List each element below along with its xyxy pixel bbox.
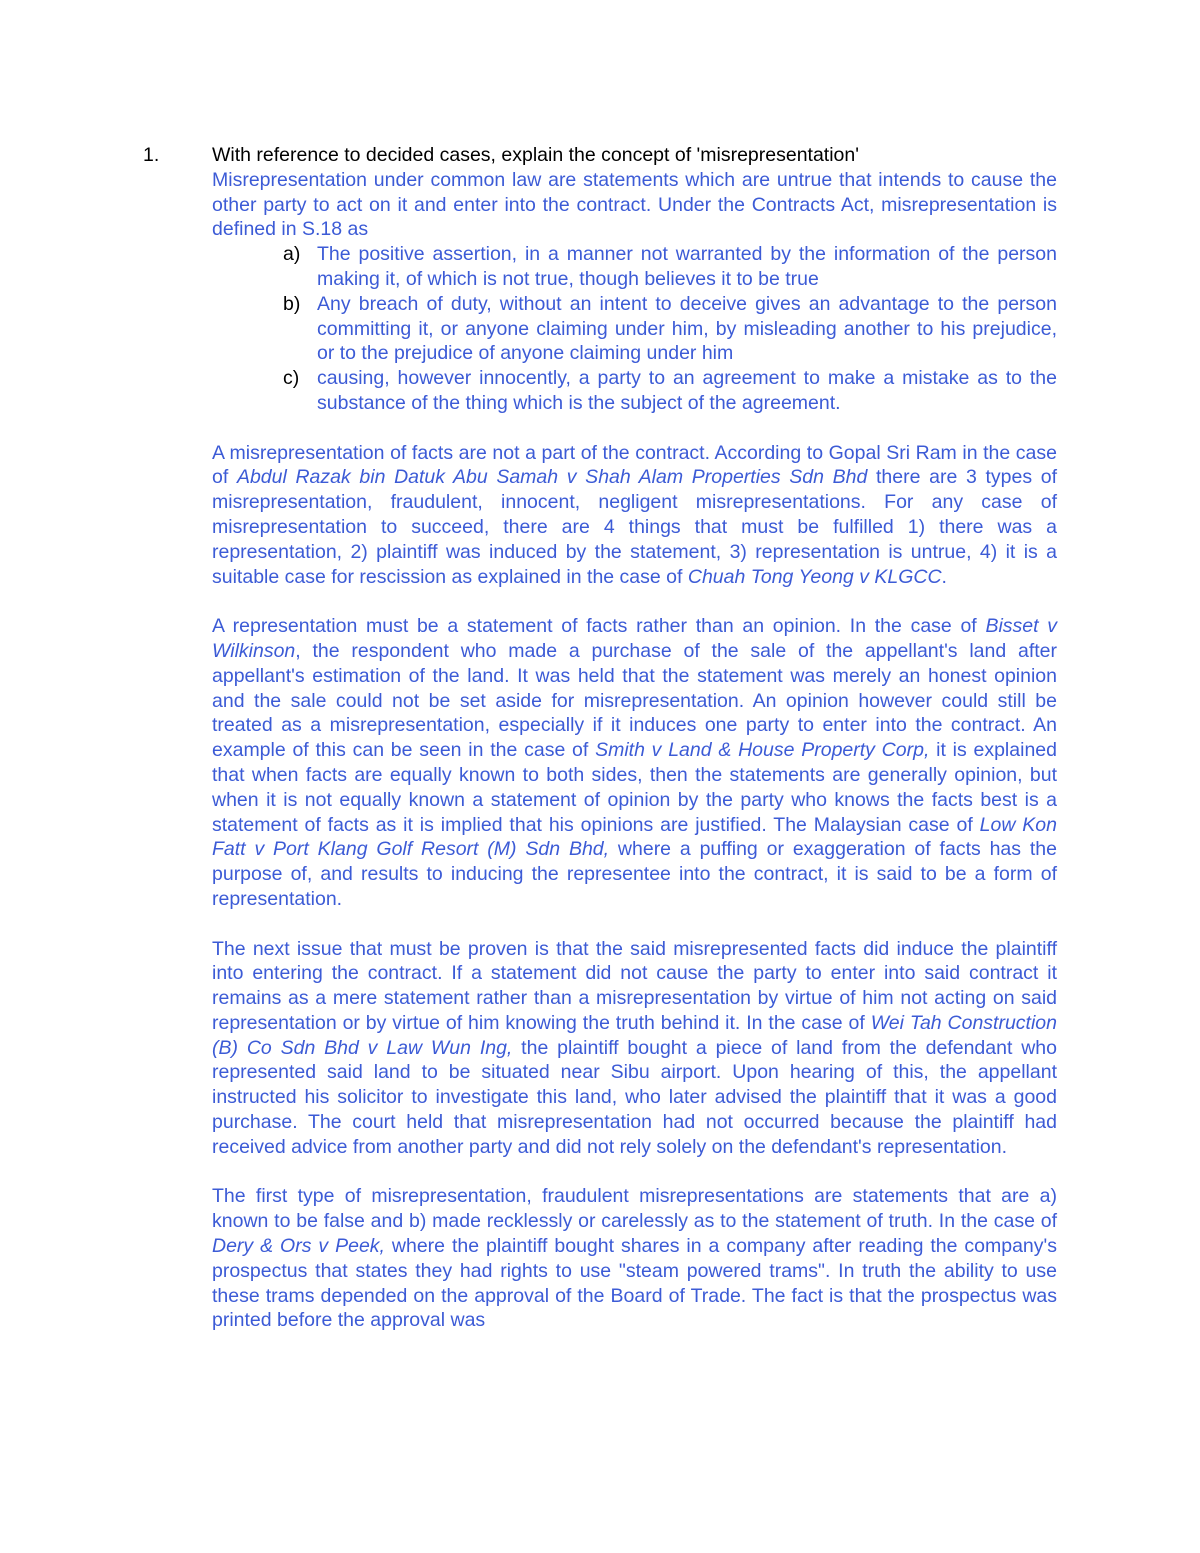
- case-citation: Bisset v Wilkinson: [212, 615, 1057, 662]
- definition-text: The positive assertion, in a manner not warranted by the information of the person making it, of which is not true, though believes it to be true: [317, 243, 1057, 290]
- paragraph-statement-of-fact: [212, 614, 1057, 912]
- paragraph-text: A representation must be a statement of facts rather than an opinion. In the case of: [212, 615, 986, 638]
- paragraph-text: The first type of misrepresentation, fraudulent misrepresentations are statements that are a) known to be false and b) made recklessly or carelessly as to the statement of truth. In the case of: [212, 1185, 1057, 1233]
- paragraph-types-of-misrepresentation: [212, 441, 1057, 590]
- paragraph-text: the plaintiff bought a piece of land from the defendant who represented said land to be situated near Sibu airport. Upon hearing of this, the appellant instructed his solicitor to investigate this land, who later advised the plaintiff that it was a good purchase. The court held that misrepresentation had not occurred because the plaintiff had received advice from another party and did not rely solely on the defendant's representation.: [212, 1036, 1057, 1158]
- list-marker: c): [283, 367, 300, 390]
- paragraph-inducement: [212, 937, 1057, 1160]
- case-citation: Low Kon Fatt v Port Klang Golf Resort (M) Sdn Bhd,: [212, 813, 1057, 861]
- paragraph-text: The next issue that must be proven is that the said misrepresented facts did induce the plaintiff into entering the contract. If a statement did not cause the party to enter into said contract it remains as a mere statement rather than a misrepresentation by virtue of him not acting on said representation or by virtue of him knowing the truth behind it. In the case of: [212, 937, 1057, 1034]
- paragraph-text: there are 3 types of misrepresentation, fraudulent, innocent, negligent misrepresentations. For any case of misrepresentation to succeed, there are 4 things that must be fulfilled 1) there was a representation, 2) plaintiff was induced by the statement, 3) representation is untrue, 4) it is a suitable case for rescission as explained in the case of: [212, 466, 1057, 588]
- definition-list: [212, 242, 1057, 416]
- list-marker: a): [283, 243, 301, 266]
- definition-text: causing, however innocently, a party to an agreement to make a mistake as to the substance of the thing which is the subject of the agreement.: [317, 367, 1057, 414]
- intro-paragraph: Misrepresentation under common law are statements which are untrue that intends to cause the other party to act on it and enter into the contract. Under the Contracts Act, misrepresentation is defined in S.18 as: [212, 168, 1057, 241]
- case-citation: Chuah Tong Yeong v KLGCC: [687, 565, 942, 588]
- definition-text: Any breach of duty, without an intent to deceive gives an advantage to the person committing it, or anyone claiming under him, by misleading another to his prejudice, or to the prejudice of anyone claiming under him: [317, 292, 1057, 365]
- definition-item: [283, 242, 1057, 292]
- definition-item: [283, 292, 1057, 366]
- paragraph-text: where a puffing or exaggeration of facts has the purpose of, and results to inducing the representee into the contract, it is said to be a form of representation.: [212, 838, 1057, 910]
- definition-item: [283, 366, 1057, 416]
- question-text: With reference to decided cases, explain the concept of 'misrepresentation': [212, 144, 859, 166]
- paragraph-text: .: [941, 565, 947, 588]
- paragraph-text: , the respondent who made a purchase of the sale of the appellant's land after appellant's estimation of the land. It was held that the statement was merely an honest opinion and the sale could not be set aside for misrepresentation. An opinion however could still be treated as a misrepresentation, especially if it induces one party to enter into the contract. An example of this can be seen in the case of: [212, 639, 1057, 762]
- answer-body: [212, 143, 1057, 1358]
- paragraph-text: it is explained that when facts are equally known to both sides, then the statements are generally opinion, but when it is not equally known a statement of opinion by the party who knows the facts best is a statement of facts as it is implied that his opinions are justified. The Malaysian case of: [212, 739, 1057, 836]
- question-number: 1.: [143, 144, 160, 166]
- case-citation: Smith v Land & House Property Corp,: [595, 739, 930, 762]
- case-citation: Abdul Razak bin Datuk Abu Samah v Shah Alam Properties Sdn Bhd: [236, 466, 868, 489]
- case-citation: Dery & Ors v Peek,: [212, 1235, 385, 1258]
- paragraph-fraudulent-misrepresentation: [212, 1184, 1057, 1333]
- case-citation: Wei Tah Construction (B) Co Sdn Bhd v Law Wun Ing,: [212, 1011, 1057, 1059]
- list-marker: b): [283, 292, 301, 315]
- paragraph-text: A misrepresentation of facts are not a part of the contract. According to Gopal Sri Ram in the case of: [212, 441, 1057, 489]
- paragraph-text: where the plaintiff bought shares in a company after reading the company's prospectus that states they had rights to use "steam powered trams". In truth the ability to use these trams depended on the approval of the Board of Trade. The fact is that the prospectus was printed before the approval was: [212, 1235, 1057, 1332]
